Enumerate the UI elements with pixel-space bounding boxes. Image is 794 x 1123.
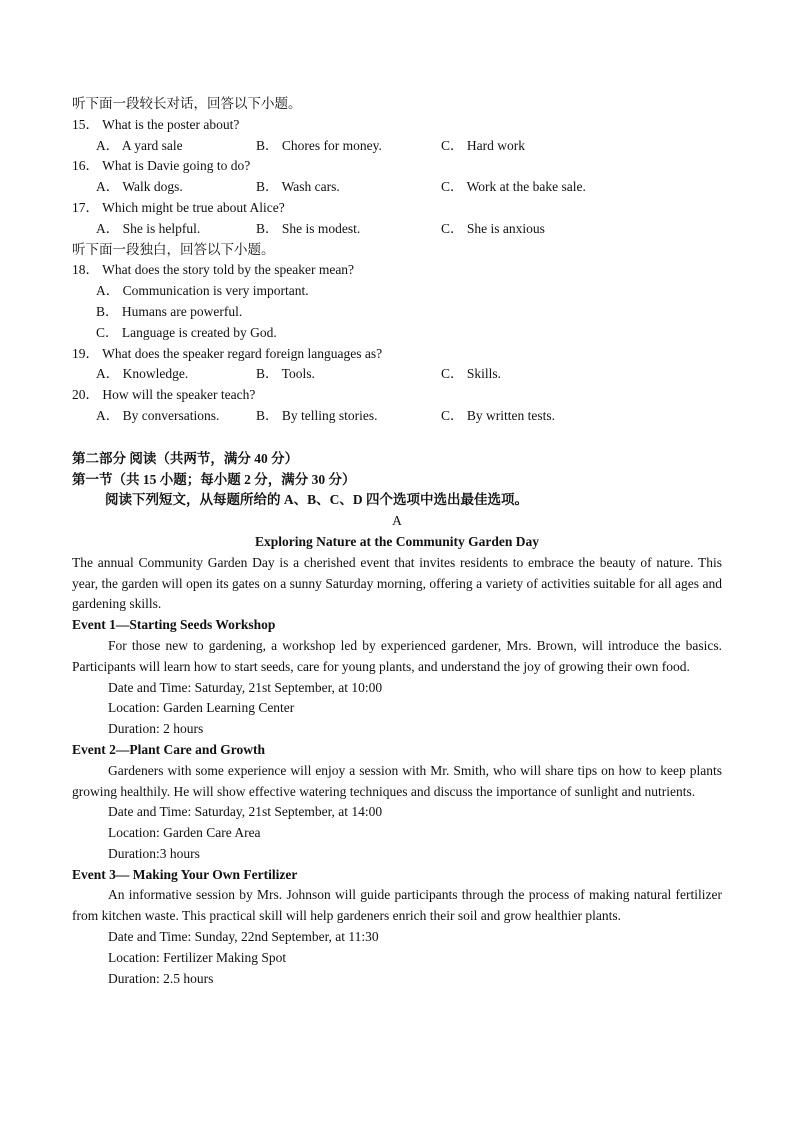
event-3-location: Location: Fertilizer Making Spot	[108, 949, 287, 965]
option-b: B． Tools.	[256, 366, 315, 382]
option-c: C． Skills.	[441, 366, 502, 382]
option-a: A． She is helpful.	[96, 220, 201, 236]
question-18-stem: 18． What does the story told by the speaker mean?	[72, 262, 355, 278]
option-c: C． She is anxious	[441, 220, 545, 236]
question-16-stem: 16． What is Davie going to do?	[72, 158, 251, 174]
question-18-option-b: B． Humans are powerful.	[96, 303, 243, 319]
option-b: B． She is modest.	[256, 220, 361, 236]
event-3-heading: Event 3— Making Your Own Fertilizer	[72, 866, 298, 882]
event-3-duration: Duration: 2.5 hours	[108, 970, 214, 986]
event-2-date-time: Date and Time: Saturday, 21st September, at 14:00	[108, 804, 383, 820]
option-a: A． Walk dogs.	[96, 179, 183, 195]
event-1-date-time: Date and Time: Saturday, 21st September, at 10:00	[108, 679, 383, 695]
option-b: B． By telling stories.	[256, 407, 378, 423]
event-1-heading: Event 1—Starting Seeds Workshop	[72, 617, 276, 633]
question-15-options	[72, 136, 722, 157]
question-19-options	[72, 364, 722, 385]
section-spacer	[72, 427, 722, 449]
option-c: C． By written tests.	[441, 407, 555, 423]
option-a: A． By conversations.	[96, 407, 220, 423]
question-19-stem: 19． What does the speaker regard foreign languages as?	[72, 345, 383, 361]
question-17-options	[72, 219, 722, 240]
question-18-option-c: C． Language is created by God.	[96, 324, 277, 340]
event-1-location: Location: Garden Learning Center	[108, 700, 295, 716]
part-heading: 第二部分 阅读（共两节，满分 40 分）	[72, 450, 299, 466]
event-1-duration: Duration: 2 hours	[108, 721, 204, 737]
event-2-description: Gardeners with some experience will enjoy a session with Mr. Smith, who will share tips on how to keep plants growing healthily. He will show effective watering techniques and discuss the importance of sunlight and nutrients.	[72, 762, 722, 799]
question-17-stem: 17． Which might be true about Alice?	[72, 199, 285, 215]
reading-instruction: 阅读下列短文，从每题所给的 A、B、C、D 四个选项中选出最佳选项。	[105, 492, 529, 508]
passage-title: Exploring Nature at the Community Garden Day	[254, 533, 539, 549]
option-c: C． Hard work	[441, 137, 525, 153]
question-16-options	[72, 177, 722, 198]
event-1-description: For those new to gardening, a workshop led by experienced gardener, Mrs. Brown, will introduce the basics. Participants will learn how to start seeds, care for young plants, and understand the joy of growing their own food.	[72, 637, 722, 674]
question-18-option-a: A． Communication is very important.	[96, 283, 309, 299]
passage-letter: A	[392, 513, 402, 529]
dialogue-intro: 听下面一段较长对话，回答以下小题。	[72, 96, 302, 111]
event-2-heading: Event 2—Plant Care and Growth	[72, 741, 266, 757]
event-2-duration: Duration:3 hours	[108, 845, 200, 861]
section-heading: 第一节（共 15 小题；每小题 2 分，满分 30 分）	[72, 471, 356, 487]
exam-page	[72, 94, 722, 989]
question-15-stem: 15． What is the poster about?	[72, 116, 240, 132]
question-20-stem: 20． How will the speaker teach?	[72, 387, 256, 403]
event-3-date-time: Date and Time: Sunday, 22nd September, at 11:30	[108, 929, 379, 945]
option-b: B． Chores for money.	[256, 137, 382, 153]
option-b: B． Wash cars.	[256, 179, 340, 195]
event-3-description: An informative session by Mrs. Johnson will guide participants through the process of making natural fertilizer from kitchen waste. This practical skill will help gardeners enrich their soil and grow healthier plants.	[72, 887, 722, 924]
event-2-location: Location: Garden Care Area	[108, 825, 261, 841]
monologue-intro: 听下面一段独白，回答以下小题。	[72, 241, 275, 257]
question-20-options	[72, 406, 722, 427]
option-c: C． Work at the bake sale.	[441, 179, 586, 195]
option-a: A． A yard sale	[96, 137, 183, 153]
option-a: A． Knowledge.	[96, 366, 189, 382]
passage-intro: The annual Community Garden Day is a cherished event that invites residents to embrace the beauty of nature. This year, the garden will open its gates on a sunny Saturday morning, offering a variety of activities suitable for all ages and gardening skills.	[72, 554, 722, 612]
